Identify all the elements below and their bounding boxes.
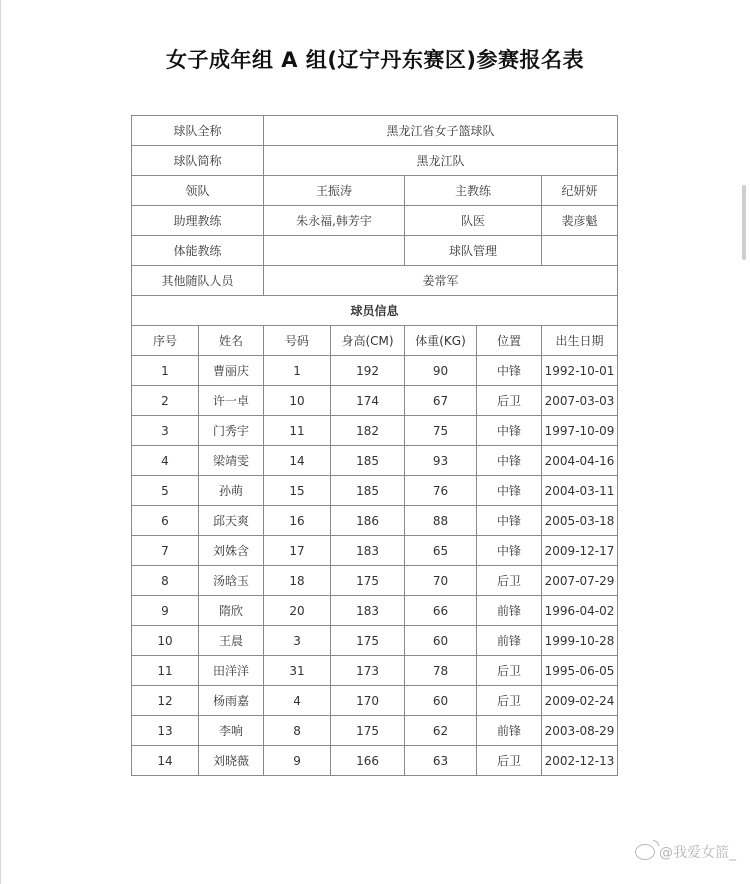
player-birthdate: 1999-10-28 [542,626,618,656]
player-name: 刘晓薇 [199,746,264,776]
header-index: 序号 [132,326,199,356]
player-index: 4 [132,446,199,476]
assistant-label: 助理教练 [132,206,264,236]
leader-row [132,176,618,206]
player-row [132,656,618,686]
others-row [132,266,618,296]
player-birthdate: 2007-03-03 [542,386,618,416]
players-section-row [132,296,618,326]
player-position: 中锋 [477,416,542,446]
player-weight: 70 [405,566,477,596]
team-short-name-label: 球队简称 [132,146,264,176]
player-weight: 65 [405,536,477,566]
player-index: 1 [132,356,199,386]
player-height: 186 [331,506,405,536]
player-name: 邱天爽 [199,506,264,536]
player-name: 隋欣 [199,596,264,626]
player-number: 1 [264,356,331,386]
doctor-value: 裴彦魁 [542,206,618,236]
others-value: 姜常军 [264,266,618,296]
leader-value: 王振涛 [264,176,405,206]
player-name: 门秀宇 [199,416,264,446]
fitness-row [132,236,618,266]
player-weight: 75 [405,416,477,446]
player-row [132,416,618,446]
player-height: 170 [331,686,405,716]
player-number: 14 [264,446,331,476]
player-index: 13 [132,716,199,746]
player-index: 10 [132,626,199,656]
others-label: 其他随队人员 [132,266,264,296]
player-position: 后卫 [477,656,542,686]
player-position: 中锋 [477,536,542,566]
player-weight: 88 [405,506,477,536]
player-index: 6 [132,506,199,536]
doctor-label: 队医 [405,206,542,236]
player-name: 孙萌 [199,476,264,506]
player-index: 12 [132,686,199,716]
player-position: 前锋 [477,626,542,656]
player-height: 173 [331,656,405,686]
player-weight: 78 [405,656,477,686]
player-birthdate: 1995-06-05 [542,656,618,686]
player-number: 17 [264,536,331,566]
team-full-name-value: 黑龙江省女子篮球队 [264,116,618,146]
player-birthdate: 1997-10-09 [542,416,618,446]
player-weight: 76 [405,476,477,506]
player-weight: 67 [405,386,477,416]
player-birthdate: 1996-04-02 [542,596,618,626]
player-number: 3 [264,626,331,656]
player-row [132,716,618,746]
player-name: 许一卓 [199,386,264,416]
player-number: 8 [264,716,331,746]
player-weight: 60 [405,686,477,716]
player-number: 15 [264,476,331,506]
player-birthdate: 2003-08-29 [542,716,618,746]
player-position: 后卫 [477,386,542,416]
player-position: 中锋 [477,506,542,536]
fitness-value [264,236,405,266]
player-number: 9 [264,746,331,776]
team-short-name-value: 黑龙江队 [264,146,618,176]
player-position: 后卫 [477,566,542,596]
header-name: 姓名 [199,326,264,356]
player-height: 185 [331,476,405,506]
watermark [635,842,736,862]
player-height: 166 [331,746,405,776]
player-weight: 66 [405,596,477,626]
player-height: 175 [331,566,405,596]
player-number: 18 [264,566,331,596]
player-index: 14 [132,746,199,776]
player-weight: 63 [405,746,477,776]
player-row [132,356,618,386]
player-index: 7 [132,536,199,566]
player-birthdate: 2009-02-24 [542,686,618,716]
head-coach-label: 主教练 [405,176,542,206]
player-birthdate: 2002-12-13 [542,746,618,776]
player-index: 9 [132,596,199,626]
player-height: 183 [331,536,405,566]
manager-label: 球队管理 [405,236,542,266]
team-short-name-row [132,146,618,176]
player-height: 174 [331,386,405,416]
fitness-label: 体能教练 [132,236,264,266]
player-name: 刘姝含 [199,536,264,566]
header-number: 号码 [264,326,331,356]
player-weight: 62 [405,716,477,746]
player-row [132,596,618,626]
player-number: 10 [264,386,331,416]
page-edge [0,0,1,884]
player-row [132,476,618,506]
player-number: 11 [264,416,331,446]
player-birthdate: 2009-12-17 [542,536,618,566]
player-index: 2 [132,386,199,416]
player-birthdate: 2004-04-16 [542,446,618,476]
player-header-row [132,326,618,356]
player-row [132,446,618,476]
assistant-value: 朱永福,韩芳宇 [264,206,405,236]
player-name: 杨雨嘉 [199,686,264,716]
player-number: 4 [264,686,331,716]
player-position: 中锋 [477,476,542,506]
team-full-name-row [132,116,618,146]
player-index: 5 [132,476,199,506]
player-row [132,386,618,416]
page-title: 女子成年组 A 组(辽宁丹东赛区)参赛报名表 [165,48,585,72]
player-row [132,746,618,776]
player-number: 20 [264,596,331,626]
player-number: 16 [264,506,331,536]
team-full-name-label: 球队全称 [132,116,264,146]
player-position: 前锋 [477,596,542,626]
player-position: 前锋 [477,716,542,746]
player-birthdate: 1992-10-01 [542,356,618,386]
player-index: 8 [132,566,199,596]
weibo-icon [635,844,655,860]
player-row [132,626,618,656]
player-name: 田洋洋 [199,656,264,686]
registration-table [131,115,618,776]
player-height: 182 [331,416,405,446]
player-height: 192 [331,356,405,386]
player-weight: 93 [405,446,477,476]
player-position: 后卫 [477,686,542,716]
player-height: 183 [331,596,405,626]
manager-value [542,236,618,266]
player-row [132,536,618,566]
player-height: 175 [331,716,405,746]
player-birthdate: 2004-03-11 [542,476,618,506]
assistant-row [132,206,618,236]
watermark-text: @我爱女篮_ [659,845,736,861]
player-weight: 90 [405,356,477,386]
header-birthdate: 出生日期 [542,326,618,356]
player-name: 王晨 [199,626,264,656]
head-coach-value: 纪妍妍 [542,176,618,206]
player-position: 中锋 [477,356,542,386]
leader-label: 领队 [132,176,264,206]
header-height: 身高(CM) [331,326,405,356]
player-weight: 60 [405,626,477,656]
player-index: 11 [132,656,199,686]
player-name: 汤晗玉 [199,566,264,596]
player-name: 梁靖雯 [199,446,264,476]
player-index: 3 [132,416,199,446]
player-row [132,566,618,596]
player-name: 李响 [199,716,264,746]
player-row [132,506,618,536]
player-row [132,686,618,716]
player-number: 31 [264,656,331,686]
player-position: 后卫 [477,746,542,776]
scrollbar[interactable] [742,185,746,260]
player-height: 175 [331,626,405,656]
header-weight: 体重(KG) [405,326,477,356]
player-height: 185 [331,446,405,476]
player-birthdate: 2005-03-18 [542,506,618,536]
player-birthdate: 2007-07-29 [542,566,618,596]
player-position: 中锋 [477,446,542,476]
header-position: 位置 [477,326,542,356]
player-name: 曹丽庆 [199,356,264,386]
players-section-title: 球员信息 [132,296,618,326]
